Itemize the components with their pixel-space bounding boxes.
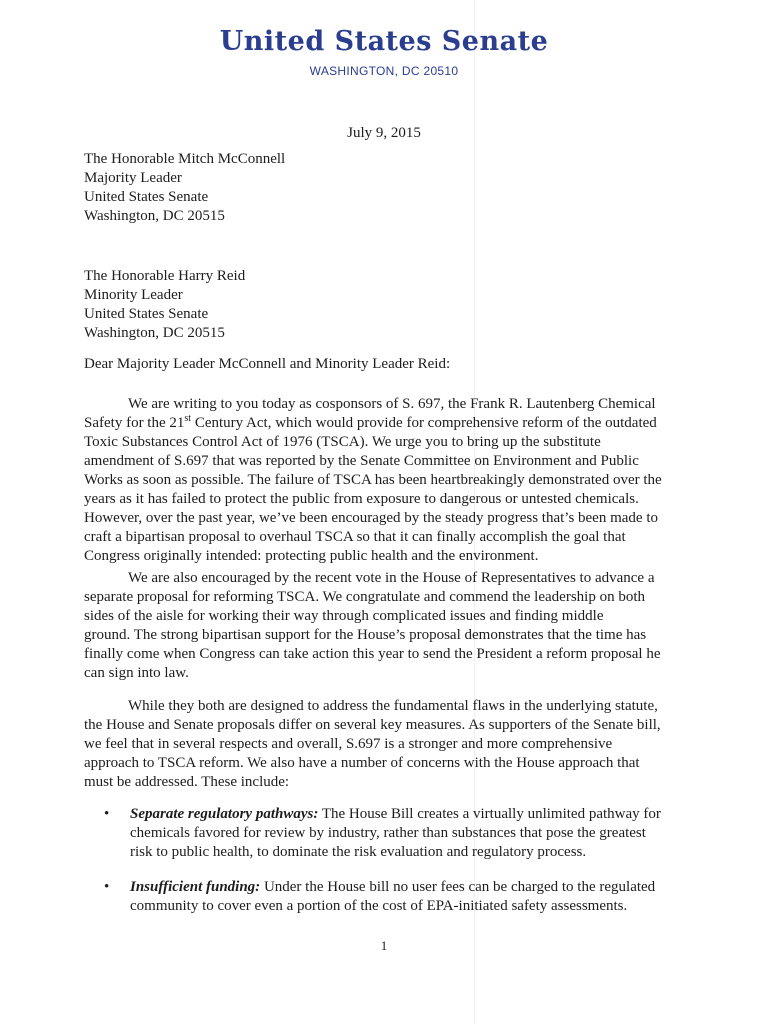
text-span: The House Bill creates a virtually unlimited pathway for: [318, 806, 661, 822]
recipient-city: Washington, DC 20515: [84, 325, 225, 341]
bullet-line: [130, 878, 655, 897]
paragraph-line: ground. The strong bipartisan support for the House’s proposal demonstrates that the time has: [84, 627, 647, 643]
paragraph-line: We are also encouraged by the recent vote in the House of Representatives to advance a: [128, 570, 655, 586]
letterhead-title: United States Senate: [219, 26, 549, 57]
paragraph-line: amendment of S.697 that was reported by the Senate Committee on Environment and Public: [84, 453, 639, 469]
paragraph-3: [84, 697, 724, 792]
bullet-body: [130, 805, 661, 862]
bullet-item: [104, 805, 661, 862]
paragraph-line: sides of the aisle for working their way through complicated issues and finding middle: [84, 608, 604, 624]
paragraph-2: [84, 569, 724, 683]
paragraph-line: Congress originally intended: protecting public health and the environment.: [84, 548, 539, 564]
page-number: 1: [380, 938, 388, 953]
text-span: Safety for the 21: [84, 415, 185, 431]
recipient-role: Majority Leader: [84, 170, 182, 186]
paragraph-line: approach to TSCA reform. We also have a number of concerns with the House approach that: [84, 755, 640, 771]
bullet-line: risk to public health, to dominate the risk evaluation and regulatory process.: [130, 844, 587, 860]
paragraph-line: finally come when Congress can take action this year to send the President a reform proposal he: [84, 646, 661, 662]
paragraph-line: craft a bipartisan proposal to overhaul TSCA so that it can finally accomplish the goal that: [84, 529, 626, 545]
bullet-line: community to cover even a portion of the cost of EPA-initiated safety assessments.: [130, 898, 628, 914]
bullet-marker: •: [104, 806, 110, 822]
letterhead-address: WASHINGTON, DC 20510: [309, 64, 459, 78]
recipient-org: United States Senate: [84, 189, 209, 205]
bullet-item: [104, 878, 655, 916]
paragraph-1: [84, 395, 724, 566]
bullet-line: chemicals favored for review by industry, rather than substances that pose the greatest: [130, 825, 646, 841]
bullet-body: [130, 878, 655, 916]
paragraph-line: Works as soon as possible. The failure of TSCA has been heartbreakingly demonstrated over the: [84, 472, 662, 488]
letter-date: July 9, 2015: [347, 125, 421, 141]
recipient-block-2: [84, 267, 245, 343]
recipient-name: The Honorable Harry Reid: [84, 268, 246, 284]
paragraph-line: separate proposal for reforming TSCA. We congratulate and commend the leadership on both: [84, 589, 645, 605]
bullet-term: Insufficient funding:: [130, 879, 261, 895]
recipient-role: Minority Leader: [84, 287, 183, 303]
paragraph-line: We are writing to you today as cosponsors of S. 697, the Frank R. Lautenberg Chemical: [128, 396, 656, 412]
superscript: st: [184, 413, 192, 424]
paragraph-line: can sign into law.: [84, 665, 189, 681]
paragraph-line: we feel that in several respects and overall, S.697 is a stronger and more comprehensive: [84, 736, 613, 752]
paragraph-line: [84, 414, 724, 433]
salutation: Dear Majority Leader McConnell and Minority Leader Reid:: [84, 356, 451, 372]
recipient-city: Washington, DC 20515: [84, 208, 225, 224]
text-span: Century Act, which would provide for comprehensive reform of the outdated: [191, 415, 657, 431]
text-span: Under the House bill no user fees can be charged to the regulated: [260, 879, 656, 895]
paragraph-line: must be addressed. These include:: [84, 774, 290, 790]
recipient-block-1: [84, 150, 285, 226]
bullet-marker: •: [104, 879, 110, 895]
bullet-line: [130, 805, 661, 824]
recipient-org: United States Senate: [84, 306, 209, 322]
paragraph-line: years as it has failed to protect the public from exposure to dangerous or untested chemicals.: [84, 491, 639, 507]
paragraph-line: the House and Senate proposals differ on several key measures. As supporters of the Senate bill,: [84, 717, 661, 733]
bullet-term: Separate regulatory pathways:: [130, 806, 319, 822]
paragraph-line: Toxic Substances Control Act of 1976 (TSCA). We urge you to bring up the substitute: [84, 434, 601, 450]
paragraph-line: While they both are designed to address the fundamental flaws in the underlying statute,: [128, 698, 658, 714]
paragraph-line: However, over the past year, we’ve been encouraged by the steady progress that’s been made to: [84, 510, 658, 526]
recipient-name: The Honorable Mitch McConnell: [84, 151, 286, 167]
